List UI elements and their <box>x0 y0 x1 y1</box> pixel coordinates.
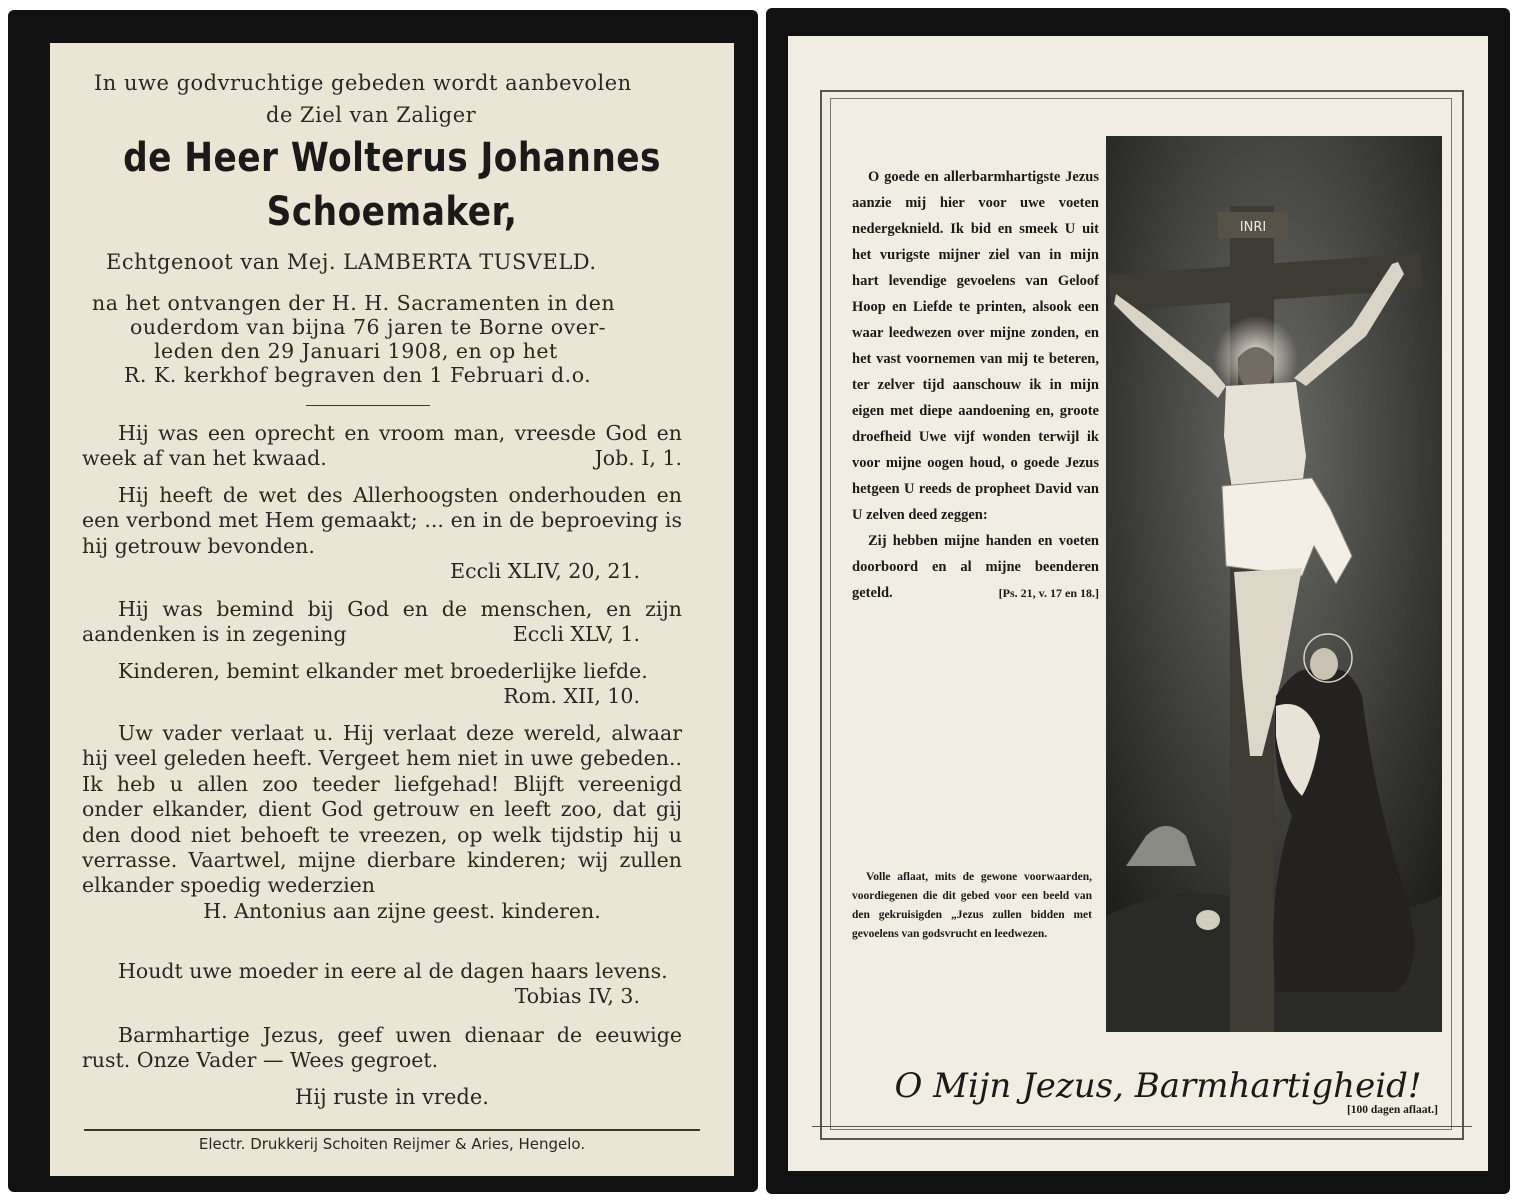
spouse-line: Echtgenoot van Mej. LAMBERTA TUSVELD. <box>106 250 597 274</box>
prayer-quote-text: Zij hebben mijne handen en voeten doorboord en al mijne beenderen geteld. <box>852 533 1099 601</box>
left-card <box>8 10 758 1192</box>
inri-text: INRI <box>1239 220 1267 235</box>
death-line-3: leden den 29 Januari 1908, en op het <box>154 339 558 363</box>
separator <box>306 405 430 406</box>
verse-3-text: Hij was bemind bij God en de menschen, en zijn aandenken is in zegening <box>82 597 682 647</box>
death-line-2: ouderdom van bijna 76 jaren te Borne over- <box>130 315 607 339</box>
deceased-name-line-1: de Heer Wolterus Johannes <box>123 135 661 181</box>
deceased-name-line-2: Schoemaker, <box>266 189 518 235</box>
verse-6 <box>82 959 682 1010</box>
verse-2-ref: Eccli XLIV, 20, 21. <box>450 559 640 584</box>
skull-icon <box>1196 910 1220 930</box>
verse-4-text: Kinderen, bemint elkander met broederlijke liefde. <box>118 659 648 683</box>
kneeling-figure-head <box>1310 648 1338 680</box>
motto: O Mijn Jezus, Barmhartigheid! <box>894 1066 1422 1106</box>
verse-3-ref: Eccli XLV, 1. <box>512 622 640 647</box>
verse-5 <box>82 721 682 924</box>
verse-1 <box>82 421 682 472</box>
intro-line-1: In uwe godvruchtige gebeden wordt aanbevolen <box>94 71 632 95</box>
right-card <box>766 8 1510 1194</box>
motto-indulgence: [100 dagen aflaat.] <box>1346 1104 1438 1116</box>
verse-5-ref: H. Antonius aan zijne geest. kinderen. <box>203 898 601 923</box>
hair <box>1238 347 1274 386</box>
prayer-body: O goede en allerbarmhartigste Jezus aanzie mij hier voor uwe voeten nedergeknield. Ik bid en smeek U uit het vurigste mijner ziel van in mijn hart levendige gevoelens van Geloof Hoop en Liefde te printen, alsook een waar leedwezen over mijne zonden, en het vast voornemen van mij te beteren, ter zelver tijd aanschouw ik in mijn eigen met diepe aandoening en, groote droefheid Uwe vijf wonden terwijl ik voor mijne oogen houd, o goede Jezus hetgeen U reeds de propheet David van U zelven deed zeggen: <box>852 169 1099 523</box>
left-card-paper <box>50 43 734 1176</box>
crucifixion-picture <box>1106 136 1442 1032</box>
prayer-text <box>852 164 1099 606</box>
verse-4 <box>82 659 682 710</box>
prayer-quote <box>852 528 1099 606</box>
verse-6-text: Houdt uwe moeder in eere al de dagen haars levens. <box>118 959 668 983</box>
bottom-frame-rule <box>812 1126 1472 1127</box>
verse-1-text: Hij was een oprecht en vroom man, vreesde God en week af van het kwaad. <box>82 421 682 471</box>
death-line-1: na het ontvangen der H. H. Sacramenten in den <box>92 291 616 315</box>
verse-6-ref: Tobias IV, 3. <box>514 984 640 1009</box>
verse-1-ref: Job. I, 1. <box>594 446 682 471</box>
footer-rule <box>84 1129 700 1131</box>
prayer-quote-source: [Ps. 21, v. 17 en 18.] <box>998 586 1099 600</box>
torso <box>1224 382 1306 490</box>
closing-line: Hij ruste in vrede. <box>295 1085 489 1109</box>
indulgence-note: Volle aflaat, mits de gewone voorwaarden, voordiegenen die dit gebed voor een beeld van den gekruisigden „Jezus zullen bidden met gevoelens van godsvrucht en leedwezen. <box>852 871 1092 940</box>
verse-7 <box>82 1023 682 1074</box>
death-line-4: R. K. kerkhof begraven den 1 Februari d.o. <box>124 363 592 387</box>
printer-credit: Electr. Drukkerij Schoiten Reijmer & Aries, Hengelo. <box>198 1135 586 1153</box>
verse-4-ref: Rom. XII, 10. <box>503 684 640 709</box>
intro-line-2: de Ziel van Zaliger <box>266 103 477 127</box>
verse-2-text: Hij heeft de wet des Allerhoogsten onderhouden en een verbond met Hem gemaakt; ... en in de beproeving is hij getrouw bevonden. <box>82 483 682 558</box>
verse-7-text: Barmhartige Jezus, geef uwen dienaar de eeuwige rust. Onze Vader — Wees gegroet. <box>82 1023 682 1073</box>
right-card-paper <box>788 36 1488 1171</box>
verse-5-text: Uw vader verlaat u. Hij verlaat deze wereld, alwaar hij veel geleden heeft. Vergeet hem niet in uwe gebeden.. Ik heb u allen zoo teeder liefgehad! Blijft vereenigd onder elkander, dient God getrouw en leeft zoo, dat gij den dood niet behoeft te vreezen, op welk tijdstip hij u verrasse. Vaartwel, mijne dierbare kinderen; wij zullen elkander spoedig wederzien <box>82 721 682 898</box>
verse-2 <box>82 483 682 585</box>
verse-3 <box>82 597 682 648</box>
